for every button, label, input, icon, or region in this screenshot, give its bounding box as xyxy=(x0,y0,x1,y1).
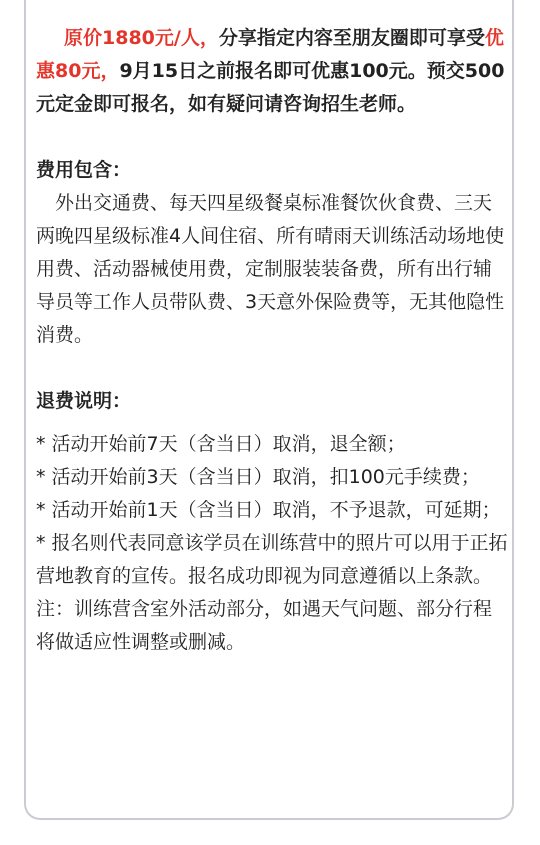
discount-amount: 优惠80元， xyxy=(36,27,504,82)
refund-heading: 退费说明： xyxy=(36,390,132,412)
refund-note: 注：训练营含室外活动部分，如遇天气问题、部分行程将做适应性调整或删减。 xyxy=(36,598,493,653)
refund-item: * 活动开始前3天（含当日）取消，扣100元手续费； xyxy=(36,466,480,488)
refund-item: * 活动开始前7天（含当日）取消，退全额； xyxy=(36,433,406,455)
course-info xyxy=(36,22,510,659)
share-text: 分享指定内容至朋友圈即可享受 xyxy=(218,27,485,49)
original-price: 原价1880元/人， xyxy=(64,27,219,49)
refund-item: * 活动开始前1天（含当日）取消，不予退款，可延期； xyxy=(36,499,501,521)
intro-paragraph xyxy=(36,22,510,121)
intro-rest: 9月15日之前报名即可优惠100元。预交500元定金即可报名，如有疑问请咨询招生老师。 xyxy=(36,60,505,115)
spacer xyxy=(36,121,510,154)
spacer xyxy=(36,352,510,385)
fees-body: 外出交通费、每天四星级餐桌标准餐饮伙食费、三天两晚四星级标准4人间住宿、所有晴雨天训练活动场地使用费、活动器械使用费，定制服装装备费，所有出行辅导员等工作人员带队费、3天意外保险费等，无其他隐性消费。 xyxy=(36,192,505,346)
spacer xyxy=(36,418,510,428)
refund-item: * 报名则代表同意该学员在训练营中的照片可以用于正拓营地教育的宣传。报名成功即视为同意遵循以上条款。 xyxy=(36,532,508,587)
fees-heading: 费用包含： xyxy=(36,159,132,181)
